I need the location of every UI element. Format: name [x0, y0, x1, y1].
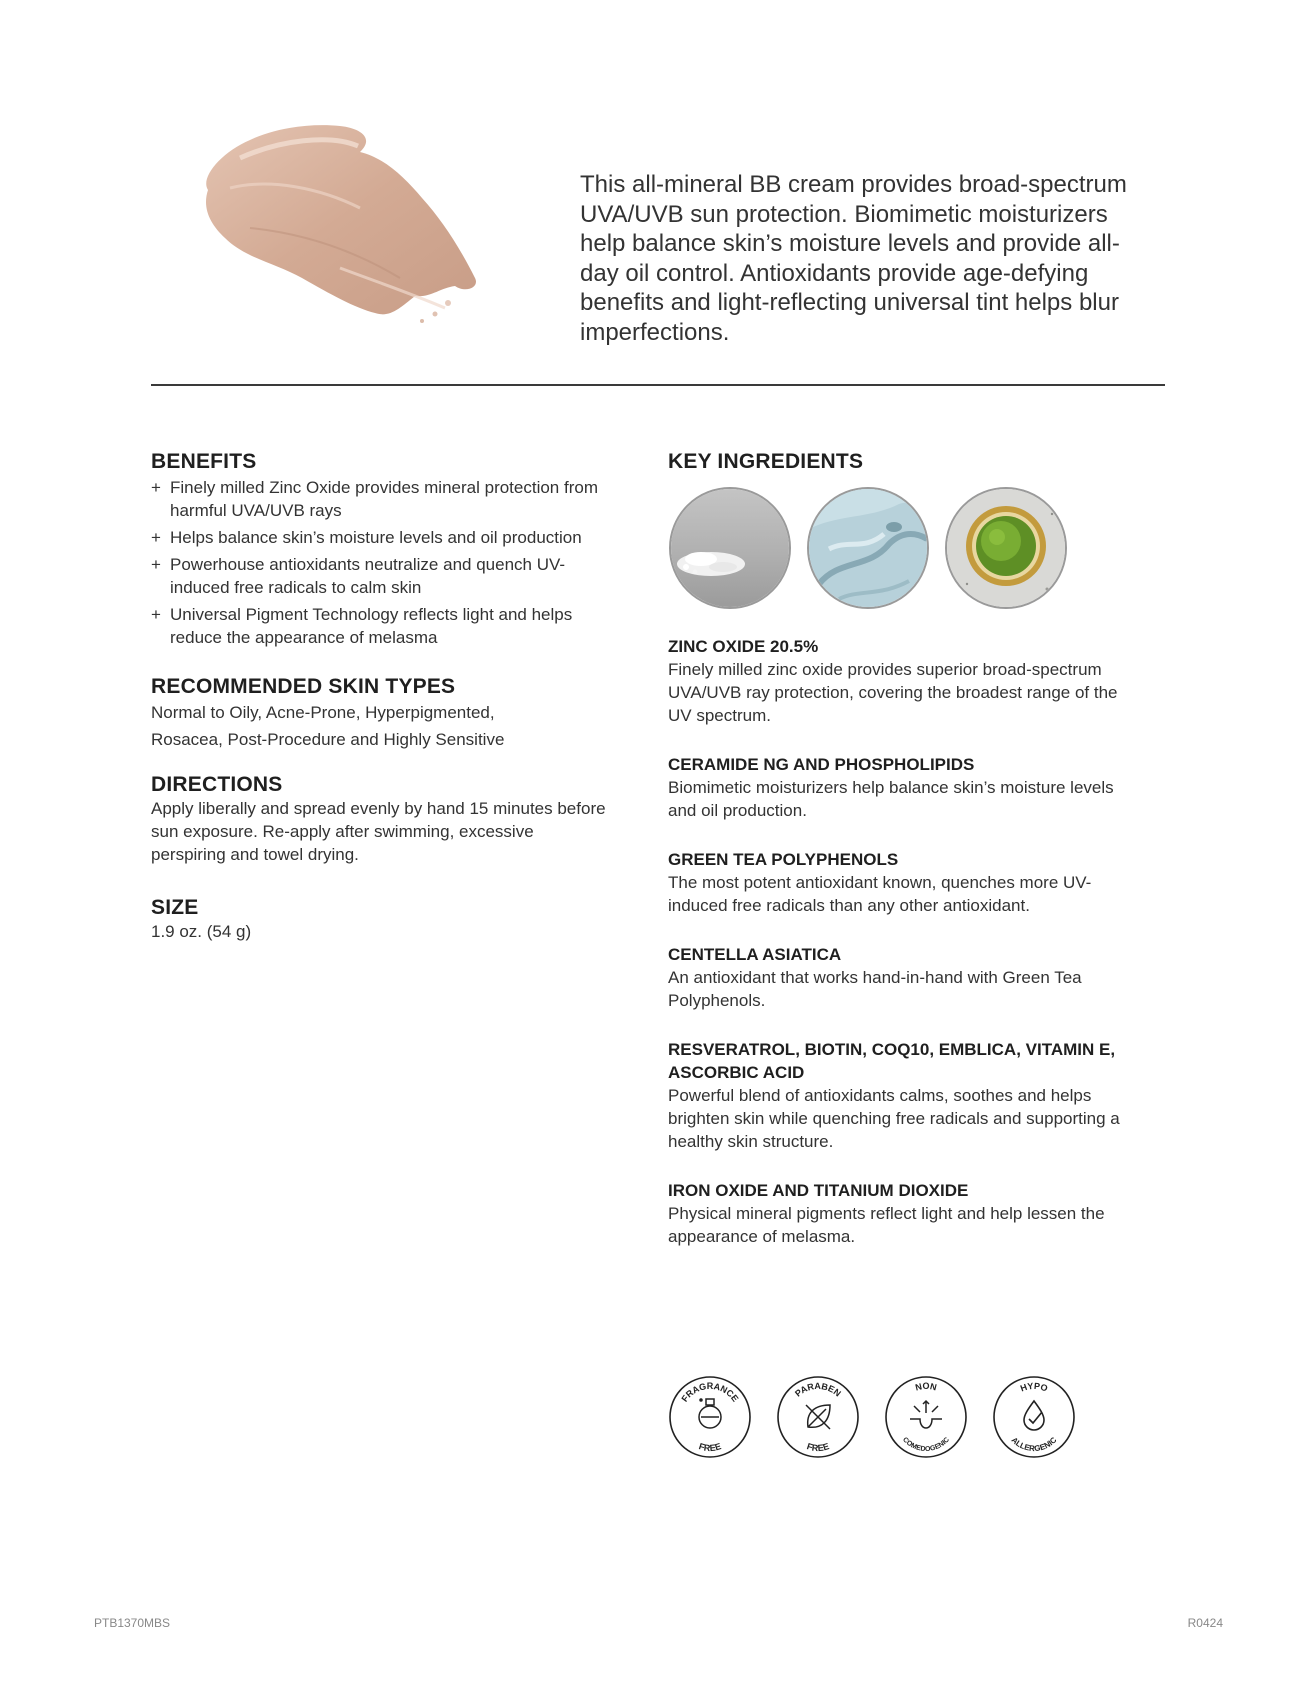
skin-types-line: Rosacea, Post-Procedure and Highly Sensitive	[151, 730, 505, 749]
product-intro: This all-mineral BB cream provides broad-spectrum UVA/UVB sun protection. Biomimetic moisturizers help balance skin’s moisture levels and provide all-day oil control. Antioxidants provide age-defying benefits and light-reflecting universal tint helps blur imperfections.	[580, 171, 1127, 346]
badge-top-text: FRAGRANCE	[679, 1381, 741, 1404]
svg-text:PARABEN	[793, 1381, 843, 1399]
right-column	[668, 450, 1138, 1274]
svg-text:ALLERGENIC	[1010, 1435, 1059, 1453]
ingredient-description: Biomimetic moisturizers help balance skin’s moisture levels and oil production.	[668, 778, 1114, 820]
badge-bottom-text: FREE	[805, 1441, 831, 1454]
svg-text:COMEDOGENIC	[901, 1436, 951, 1453]
drop-check-icon	[1024, 1401, 1044, 1430]
plus-icon: +	[151, 478, 161, 497]
directions-text: Apply liberally and spread evenly by hand 15 minutes before sun exposure. Re-apply after swimming, excessive perspiring and towel drying.	[151, 799, 606, 864]
size-heading: SIZE	[151, 896, 199, 919]
non-comedogenic-badge	[884, 1375, 968, 1459]
plus-icon: +	[151, 605, 161, 624]
skin-types-section	[151, 675, 611, 753]
ingredient-description: An antioxidant that works hand-in-hand with Green Tea Polyphenols.	[668, 968, 1082, 1010]
paraben-free-badge	[776, 1375, 860, 1459]
list-item	[668, 848, 1138, 917]
list-item	[668, 1038, 1138, 1153]
skin-types-heading: RECOMMENDED SKIN TYPES	[151, 675, 456, 698]
plus-icon: +	[151, 528, 161, 547]
fragrance-free-badge	[668, 1375, 752, 1459]
ingredient-name: CENTELLA ASIATICA	[668, 945, 842, 964]
footer-revision-code: R0424	[1187, 1616, 1223, 1630]
svg-text:FRAGRANCE	[679, 1381, 740, 1404]
plus-icon: +	[151, 555, 161, 574]
svg-text:HYPO	[1019, 1381, 1049, 1394]
perfume-bottle-icon	[699, 1399, 721, 1428]
badge-top-text: HYPO	[1018, 1380, 1050, 1394]
list-item: + Powerhouse antioxidants neutralize and quench UV-induced free radicals to calm skin	[151, 555, 566, 597]
zinc-powder-image	[669, 487, 791, 609]
list-item	[668, 943, 1138, 1012]
moisturizer-gel-image	[807, 487, 929, 609]
footer-product-code: PTB1370MBS	[94, 1616, 171, 1630]
svg-text:FREE	[806, 1441, 831, 1453]
certification-badges	[668, 1375, 1076, 1459]
ingredient-name: CERAMIDE NG AND PHOSPHOLIPIDS	[668, 755, 975, 774]
list-item	[668, 753, 1138, 822]
left-column	[151, 450, 611, 943]
ingredient-images	[669, 487, 1138, 609]
ingredient-list	[668, 635, 1138, 1248]
list-item	[668, 635, 1138, 727]
key-ingredients-heading: KEY INGREDIENTS	[668, 450, 864, 473]
ingredient-description: Powerful blend of antioxidants calms, soothes and helps brighten skin while quenching free radicals and supporting a healthy skin structure.	[668, 1086, 1120, 1151]
badge-bottom-text: COMEDOGENIC	[901, 1436, 951, 1454]
list-item	[668, 1179, 1138, 1248]
ingredient-description: Physical mineral pigments reflect light and help lessen the appearance of melasma.	[668, 1204, 1105, 1246]
benefits-list	[151, 476, 611, 649]
size-text: 1.9 oz. (54 g)	[151, 922, 252, 941]
svg-text:FREE	[698, 1441, 723, 1453]
list-item: + Universal Pigment Technology reflects light and helps reduce the appearance of melasma	[151, 605, 573, 647]
badge-bottom-text: FREE	[697, 1441, 723, 1454]
ingredient-name: GREEN TEA POLYPHENOLS	[668, 850, 899, 869]
ingredient-description: Finely milled zinc oxide provides superior broad-spectrum UVA/UVB ray protection, covering the broadest range of the UV spectrum.	[668, 660, 1118, 725]
skin-types-line: Normal to Oily, Acne-Prone, Hyperpigmented,	[151, 703, 495, 722]
cream-swatch-image	[190, 118, 480, 333]
badge-bottom-text: ALLERGENIC	[1009, 1435, 1059, 1454]
ingredient-name: IRON OXIDE AND TITANIUM DIOXIDE	[668, 1181, 969, 1200]
directions-section	[151, 773, 611, 866]
directions-heading: DIRECTIONS	[151, 773, 283, 796]
ingredient-description: The most potent antioxidant known, quenches more UV-induced free radicals than any other antioxidant.	[668, 873, 1092, 915]
svg-text:NON	[914, 1381, 937, 1393]
hypoallergenic-badge	[992, 1375, 1076, 1459]
green-tea-image	[945, 487, 1067, 609]
leaf-icon	[806, 1405, 830, 1429]
list-item: + Finely milled Zinc Oxide provides mineral protection from harmful UVA/UVB rays	[151, 478, 598, 520]
benefits-heading: BENEFITS	[151, 450, 257, 473]
section-divider	[151, 384, 1165, 386]
badge-top-text: PARABEN	[793, 1380, 843, 1399]
size-section	[151, 896, 611, 943]
ingredient-name: ZINC OXIDE 20.5%	[668, 637, 819, 656]
pore-icon	[910, 1401, 942, 1428]
ingredient-name: RESVERATROL, BIOTIN, COQ10, EMBLICA, VITAMIN E, ASCORBIC ACID	[668, 1040, 1116, 1082]
list-item: + Helps balance skin’s moisture levels and oil production	[151, 528, 582, 547]
badge-top-text: NON	[914, 1381, 938, 1393]
